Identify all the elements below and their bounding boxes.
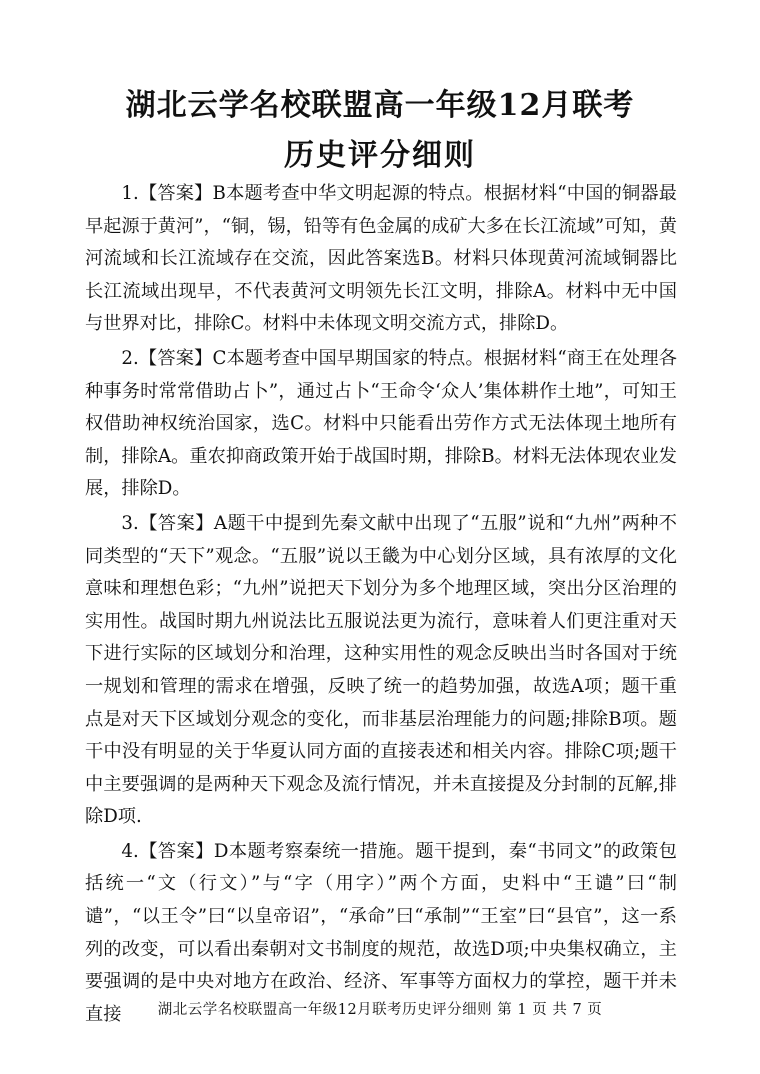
document-subtitle: 历史评分细则	[284, 138, 476, 173]
answer-paragraph-2: 2.【答案】C本题考查中国早期国家的特点。根据材料“商王在处理各种事务时常常借助占卜”，通过占卜“王命令‘众人’集体耕作土地”，可知王权借助神权统治国家，选C。材料中只能看出劳作方式无法体现土地所有制，排除A。重农抑商政策开始于战国时期，排除B。材料无法体现农业发展，排除D。	[85, 347, 677, 500]
document-title: 湖北云学名校联盟高一年级12月联考	[125, 88, 635, 123]
answer-paragraph-3: 3.【答案】A题干中提到先秦文献中出现了“五服”说和“九州”两种不同类型的“天下”观念。“五服”说以王畿为中心划分区域，具有浓厚的文化意味和理想色彩；“九州”说把天下划分为多个地理区域，突出分区治理的实用性。战国时期九州说法比五服说法更为流行，意味着人们更注重对天下进行实际的区域划分和治理，这种实用性的观念反映出当时各国对于统一规划和管理的需求在增强，反映了统一的趋势加强，故选A项；题干重点是对天下区域划分观念的变化，而非基层治理能力的问题;排除B项。题干中没有明显的关于华夏认同方面的直接表述和相关内容。排除C项;题干中主要强调的是两种天下观念及流行情况，并未直接提及分封制的瓦解,排除D项.	[85, 512, 677, 828]
answer-list	[85, 178, 677, 1033]
answer-paragraph-4: 4.【答案】D本题考察秦统一措施。题干提到，秦“书同文”的政策包括统一“文（行文）”与“字（用字）”两个方面，史料中“王谴”曰“制谴”，“以王令”曰“以皇帝诏”，“承命”曰“承制”“王室”曰“县官”，这一系列的改变，可以看出秦朝对文书制度的规范，故选D项;中央集权确立，主要强调的是中央对地方在政治、经济、军事等方面权力的掌控，题干并未直接	[85, 840, 677, 1025]
page-footer: 湖北云学名校联盟高一年级12月联考历史评分细则 第 1 页 共 7 页	[157, 1002, 603, 1018]
answer-paragraph-1: 1.【答案】B本题考查中华文明起源的特点。根据材料“中国的铜器最早起源于黄河”，“铜，锡，铅等有色金属的成矿大多在长江流域”可知，黄河流域和长江流域存在交流，因此答案选B。材料只体现黄河流域铜器比长江流域出现早，不代表黄河文明领先长江文明，排除A。材料中无中国与世界对比，排除C。材料中未体现文明交流方式，排除D。	[85, 183, 677, 335]
